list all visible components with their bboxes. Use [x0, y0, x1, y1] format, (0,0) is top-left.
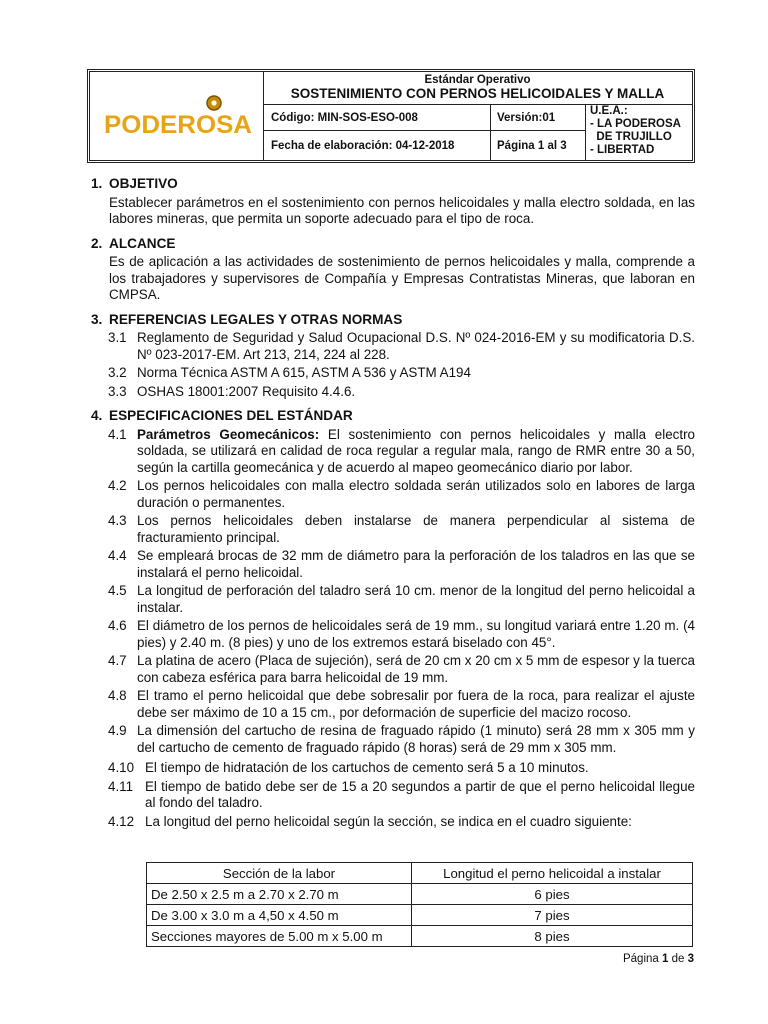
- elaboration-date: Fecha de elaboración: 04-12-2018: [263, 131, 491, 160]
- list-item: 4.2 Los pernos helicoidales con malla electro soldada serán utilizados solo en labores de larga duración o permanentes.: [108, 478, 695, 510]
- table-cell: De 2.50 x 2.5 m a 2.70 x 2.70 m: [147, 884, 412, 905]
- section-alcance: [91, 236, 695, 304]
- list-item: 4.4 Se empleará brocas de 32 mm de diámetro para la perforación de los taladros en las que se instalará el perno helicoidal.: [108, 548, 695, 580]
- section-text: Es de aplicación a las actividades de sostenimiento de pernos helicoidales y malla, comprende a los trabajadores y supervisores de Compañía y Empresas Contratistas Mineras, que laboran en CMPSA.: [109, 254, 695, 302]
- list-item: 4.8 El tramo el perno helicoidal que debe sobresalir por fuera de la roca, para realizar el ajuste debe ser máximo de 10 a 15 cm., por deformación de superficie del macizo rocoso.: [108, 688, 695, 720]
- document-title: SOSTENIMIENTO CON PERNOS HELICOIDALES Y MALLA: [290, 86, 665, 101]
- list-item: 3.1 Reglamento de Seguridad y Salud Ocupacional D.S. Nº 024-2016-EM y su modificatoria D.S. Nº 023-2017-EM. Art 213, 214, 224 al 228.: [108, 330, 695, 362]
- section-objetivo: [91, 176, 695, 228]
- list-item: 4.10 El tiempo de hidratación de los cartuchos de cemento será 5 a 10 minutos.: [108, 760, 589, 775]
- uea-line: - LIBERTAD: [590, 144, 655, 156]
- page-footer: Página 1 de 3: [622, 953, 694, 965]
- uea-line: - LA PODEROSA: [590, 118, 681, 130]
- uea-line: DE TRUJILLO: [590, 131, 672, 143]
- uea-line: U.E.A.:: [590, 105, 628, 117]
- bolt-length-table: [146, 862, 693, 947]
- column-header: Longitud el perno helicoidal a instalar: [412, 863, 693, 884]
- list-item: 3.3 OSHAS 18001:2007 Requisito 4.4.6.: [108, 383, 356, 399]
- list-item: 4.9 La dimensión del cartucho de resina de fraguado rápido (1 minuto) será 28 mm x 305 mm y del cartucho de cemento de fraguado rápido (8 horas) será de 29 mm x 305 mm.: [108, 723, 695, 755]
- list-item: 4.6 El diámetro de los pernos de helicoidales será de 19 mm., su longitud variará entre 1.20 m. (4 pies) y 2.40 m. (8 pies) y uno de los extremos estará biselado con 45°.: [108, 618, 695, 650]
- table-row: [147, 926, 693, 947]
- section-referencias: [91, 312, 695, 401]
- table-cell: Secciones mayores de 5.00 m x 5.00 m: [147, 926, 412, 947]
- list-item: 3.2 Norma Técnica ASTM A 615, ASTM A 536 y ASTM A194: [108, 365, 471, 380]
- column-header: Sección de la labor: [147, 863, 412, 884]
- uea-info: [586, 104, 692, 160]
- document-version: Versión:01: [491, 104, 586, 131]
- section-text: Establecer parámetros en el sostenimiento con pernos helicoidales y malla electro soldada, en las labores mineras, que permita un soporte adecuado para el tipo de roca.: [109, 194, 695, 226]
- logo-text: PODEROSA: [104, 111, 252, 139]
- section-heading: 2. ALCANCE: [91, 235, 176, 251]
- section-heading: 3. REFERENCIAS LEGALES Y OTRAS NORMAS: [91, 311, 403, 327]
- table-cell: 8 pies: [412, 926, 693, 947]
- list-item: 4.3 Los pernos helicoidales deben instalarse de manera perpendicular al sistema de fracturamiento principal.: [108, 513, 695, 545]
- document-subtitle: Estándar Operativo: [424, 74, 531, 86]
- document-body: [91, 176, 695, 832]
- table-header-row: [147, 863, 693, 884]
- table-cell: De 3.00 x 3.0 m a 4,50 x 4.50 m: [147, 905, 412, 926]
- document-header: [87, 69, 695, 163]
- title-cell: [263, 72, 692, 105]
- section-heading: 1. OBJETIVO: [91, 176, 178, 191]
- list-item: 4.7 La platina de acero (Placa de sujeción), será de 20 cm x 20 cm x 5 mm de espesor y la tuerca con cabeza esférica para barra helicoidal de 19 mm.: [108, 653, 695, 685]
- page-range: Página 1 al 3: [491, 131, 586, 160]
- logo-cell: [90, 72, 264, 160]
- list-item: 4.11 El tiempo de batido debe ser de 15 a 20 segundos a partir de que el perno helicoidal llegue al fondo del taladro.: [108, 778, 695, 810]
- table-row: [147, 884, 693, 905]
- list-item: 4.5 La longitud de perforación del taladro será 10 cm. menor de la longitud del perno helicoidal a instalar.: [108, 583, 695, 615]
- table-cell: 7 pies: [412, 905, 693, 926]
- section-heading: 4. ESPECIFICACIONES DEL ESTÁNDAR: [91, 408, 353, 423]
- list-item: 4.1 Parámetros Geomecánicos: El sostenimiento con pernos helicoidales y malla electro soldada, se utilizará en calidad de roca regular a regular mala, rango de RMR entre 30 a 50, según la cartilla geomecánica y de acuerdo al mapeo geomecánico diario por labor.: [108, 426, 695, 475]
- list-item: 4.12 La longitud del perno helicoidal según la sección, se indica en el cuadro siguiente:: [108, 813, 632, 829]
- poderosa-logo: [104, 90, 254, 140]
- table-row: [147, 905, 693, 926]
- document-code: Código: MIN-SOS-ESO-008: [263, 104, 491, 131]
- table-cell: 6 pies: [412, 884, 693, 905]
- section-especificaciones: [91, 408, 695, 830]
